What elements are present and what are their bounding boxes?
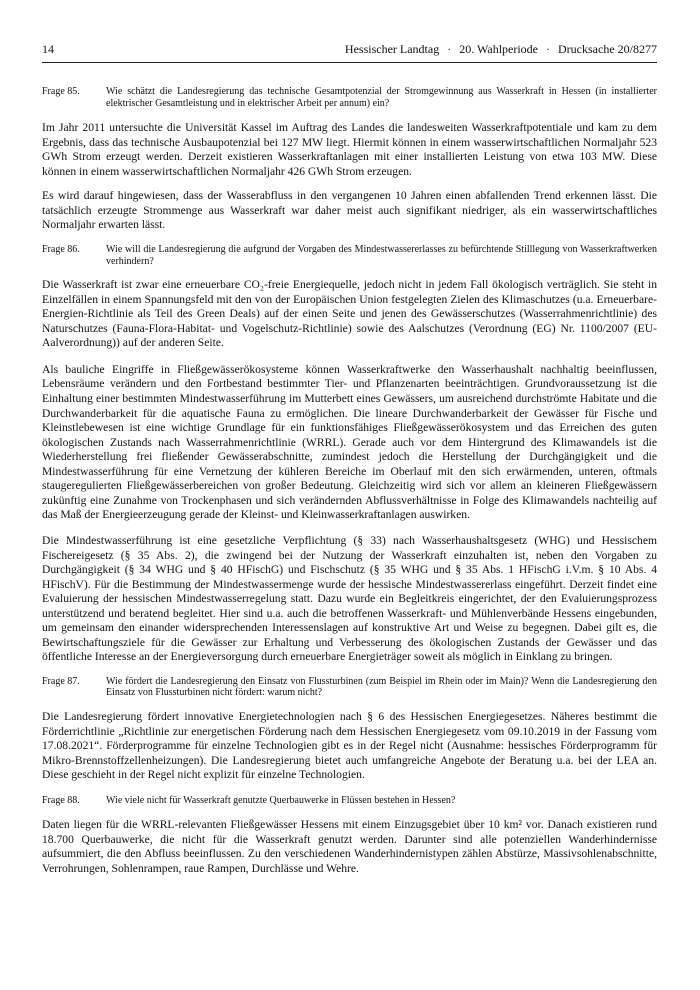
question-85 — [42, 86, 657, 109]
answer-paragraph: Die Landesregierung fördert innovative Energietechnologien nach § 6 des Hessischen Energiegesetzes. Näheres bestimmt die Förderrichtlinie „Richtlinie zur energetischen Förderung nach dem Hessischen Energiegesetz vom 09.10.2019 in der Fassung vom 17.08.2021“. Förderprogramme für einzelne Technologien gibt es in der Regel nicht (Ausnahme: hessisches Förderprogramm für Mikro-Brennstoffzellenheizungen). Die Landesregierung bietet auch umfangreiche Angebote der Beratung u.a. bei der LEA an. Diese geschieht in der Regel nicht explizit für einzelne Technologien. — [42, 710, 657, 782]
answer-88 — [42, 818, 657, 876]
answer-paragraph: Die Wasserkraft ist zwar eine erneuerbare CO₂-freie Energiequelle, jedoch nicht in jedem Fall ökologisch verträglich. Sie steht in Einzelfällen in einem Spannungsfeld mit den von der Europäischen Union festgelegten Zielen des Klimaschutzes (u.a. Erneuerbare-Energien-Richtlinie als Teil des Green Deals) auf der einen Seite und jenen des Gewässerschutzes (Wasserrahmenrichtlinie) des Naturschutzes (Fauna-Flora-Habitat- und Vogelschutz-Richtlinie) sowie des Aalschutzes (Verordnung (EG) Nr. 1100/2007 (EU-Aalverordnung)) auf der anderen Seite. — [42, 278, 657, 350]
answer-paragraph: Als bauliche Eingriffe in Fließgewässerökosysteme können Wasserkraftwerke den Wasserhaushalt nachhaltig beeinflussen, Lebensräume verändern und den Fortbestand bestimmter Tier- und Pflanzenarten beeinträchtigen. Grundvoraussetzung ist die Einhaltung einer bestimmten Mindestwasserführung im Mutterbett eines Gewässers, um ausreichend durchströmte Habitate und die Durchwanderbarkeit für die aquatische Fauna zu ermöglichen. Die lineare Durchwanderbarkeit der Gewässer für Fische und Kleinstlebewesen ist eine wichtige Grundlage für ein funktionsfähiges Fließgewässerökosystem und das Erreichen des guten ökologischen Zustands nach Wasserrahmenrichtlinie (WRRL). Gerade auch vor dem Hintergrund des Klimawandels ist die Wiederherstellung frei fließender Gewässerabschnitte, zumindest jedoch die Herstellung der Durchgängigkeit und die Mindestwasserführung für eine Vernetzung der kühleren Bereiche im Oberlauf mit den sich erwärmenden, unteren, oftmals staugeregulierten Fließgewässerbereichen von großer Bedeutung. Gleichzeitig wird sich vor allem an kleineren Fließgewässern zukünftig eine Zunahme von Trockenphasen und sich verändernden Abflussverhältnisse in Folge des Klimawandels nachteilig auf das Maß der Energieerzeugung gerade der Kleinst- und Kleinwasserkraftanlagen auswirken. — [42, 362, 657, 522]
question-text: Wie schätzt die Landesregierung das technische Gesamtpotenzial der Stromgewinnung aus Wasserkraft in Hessen (in installierter elektrischer Gesamtleistung und in elektrischer Arbeit per annum) ein? — [106, 86, 657, 109]
page-header — [42, 42, 657, 63]
header-publication: Hessischer Landtag — [344, 42, 440, 56]
header-separator: · — [447, 42, 452, 56]
page-number: 14 — [42, 42, 54, 56]
question-label: Frage 85. — [42, 86, 80, 97]
answer-85 — [42, 121, 657, 233]
question-88 — [42, 795, 657, 807]
answer-paragraph: Es wird darauf hingewiesen, dass der Wasserabfluss in den vergangenen 10 Jahren einen abfallenden Trend erkennen lässt. Die tatsächlich erzeugte Strommenge aus Wasserkraft war daher meist auch signifikant niedriger, als ein wasserwirtschaftliches Normaljahr erwarten lässt. — [42, 189, 657, 232]
question-label: Frage 88. — [42, 794, 80, 806]
question-87 — [42, 676, 657, 699]
question-text: Wie will die Landesregierung die aufgrund der Vorgaben des Mindestwassererlasses zu befürchtende Stilllegung von Wasserkraftwerken verhindern? — [106, 244, 657, 267]
header-meta — [54, 42, 657, 57]
header-period: 20. Wahlperiode — [459, 42, 539, 56]
document-page — [42, 42, 657, 877]
question-label: Frage 87. — [42, 675, 80, 687]
answer-paragraph: Daten liegen für die WRRL-relevanten Fließgewässer Hessens mit einem Einzugsgebiet über 10 km² vor. Danach existieren rund 18.700 Querbauwerke, die nicht für die Wasserkraft genutzt werden. Darunter sind alle potenziellen Wanderhindernisse aufsummiert, die den Abfluss beeinflussen. Zu den verschiedenen Wanderhindernistypen zählen Abstürze, Massivsohlenabschnitte, Verrohrungen, Sohlenrampen, raue Rampen, Durchlässe und Wehre. — [42, 818, 657, 876]
header-separator: · — [546, 42, 551, 56]
question-86 — [42, 244, 657, 267]
answer-paragraph: Im Jahr 2011 untersuchte die Universität Kassel im Auftrag des Landes die landesweiten Wasserkraftpotentiale und kam zu dem Ergebnis, dass das technische Ausbaupotenzial bei 127 MW liegt. Hiermit können in einem wasserwirtschaftlichen Normaljahr 523 GWh Strom erzeugt werden. Derzeit existieren Wasserkraftanlagen mit einer installierten Leistung von etwa 103 MW. Diese können in einem wasserwirtschaftlichen Normaljahr 426 GWh Strom erzeugen. — [42, 121, 657, 178]
answer-87 — [42, 710, 657, 783]
header-document-number: Drucksache 20/8277 — [558, 42, 657, 56]
question-text: Wie viele nicht für Wasserkraft genutzte Querbauwerke in Flüssen bestehen in Hessen? — [106, 794, 456, 806]
question-label: Frage 86. — [42, 244, 80, 256]
answer-86 — [42, 278, 657, 665]
question-text: Wie fördert die Landesregierung den Einsatz von Flussturbinen (zum Beispiel im Rhein oder im Main)? Wenn die Landesregierung den Einsatz von Flussturbinen nicht fördert: warum nicht? — [106, 675, 657, 699]
answer-paragraph: Die Mindestwasserführung ist eine gesetzliche Verpflichtung (§ 33) nach Wasserhaushaltsgesetz (WHG) und Hessischem Fischereigesetz (§ 35 Abs. 2), die zwingend bei der Nutzung der Wasserkraft einzuhalten ist, neben den Vorgaben zu Durchgängigkeit (§ 34 WHG und § 40 HFischG) und Fischschutz (§ 35 WHG und § 35 Abs. 1 HFischG i.V.m. § 10 Abs. 4 HFischV). Für die Bestimmung der Mindestwassermenge wurde der hessische Mindestwassererlass eingeführt. Derzeit findet eine Evaluierung der hessischen Mindestwasserregelung statt. Dazu wurde ein Begleitkreis eingerichtet, der den Evaluierungsprozess unterstützend und beratend begleitet. Hier sind u.a. auch die betroffenen Wasserkraft- und Mühlenverbände Hessens eingebunden, um gemeinsam den einander widersprechenden Interessenslagen auf konstruktive Art und Weise zu begegnen. Dabei gilt es, die Bewirtschaftungsziele für die Gewässer zur Erhaltung und Verbesserung des ökologischen Zustands der Gewässer und das öffentliche Interesse an der Energieversorgung durch erneuerbare Energieträger soweit als möglich in Einklang zu bringen. — [42, 533, 657, 664]
